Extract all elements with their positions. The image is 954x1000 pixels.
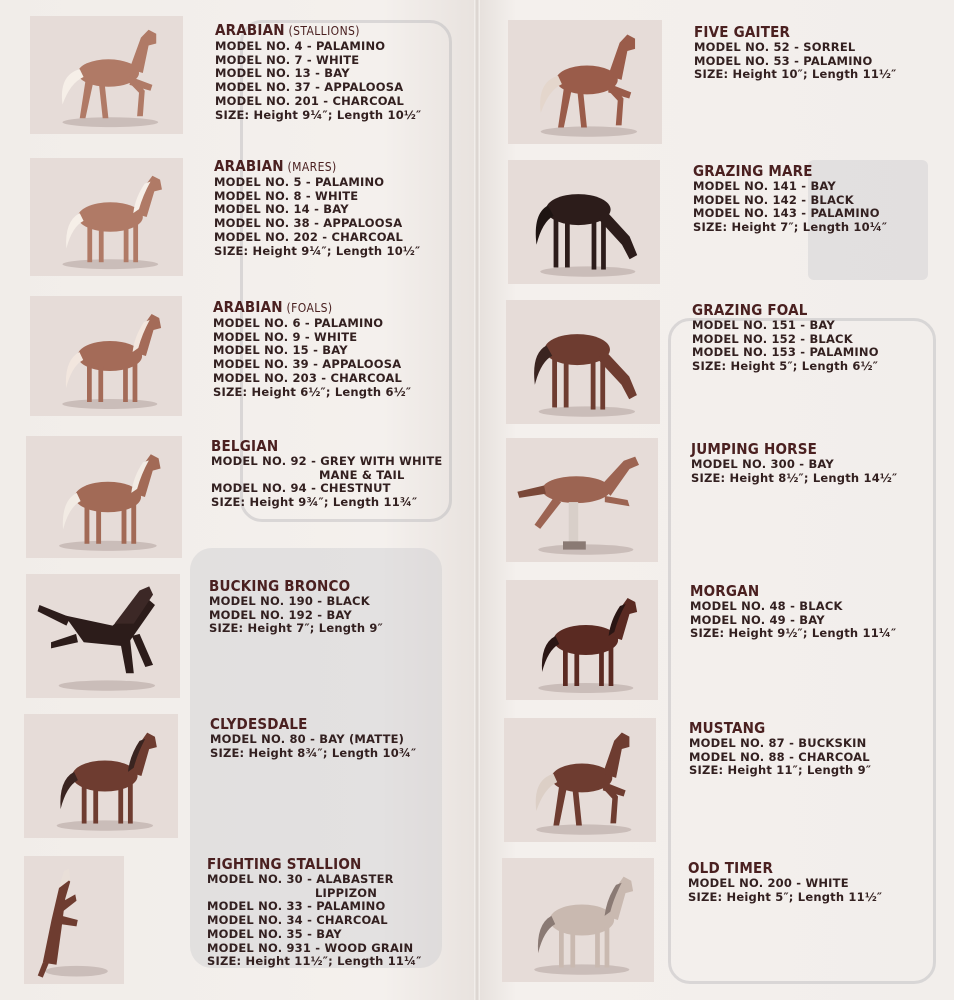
morgan-photo [506,580,658,700]
bucking-bronco-description [209,578,383,636]
bucking-bronco-title [209,578,383,595]
mustang-title [689,720,871,737]
model-line: MODEL NO. 33 - PALAMINO [207,899,386,914]
arabian-foals-title [213,299,411,317]
grazing-foal-photo [506,300,660,424]
arabian-stallions-description [215,22,421,122]
model-line: MODEL NO. 14 - BAY [214,202,349,217]
old-timer-photo [502,858,654,982]
model-name: CLYDESDALE [210,715,308,733]
model-line: MODEL NO. 143 - PALAMINO [693,206,880,221]
model-line: MODEL NO. 141 - BAY [693,179,836,193]
size-line: SIZE: Height 5″; Length 11½″ [688,889,883,904]
bucking-bronco-photo [26,574,180,698]
model-line: MODEL NO. 5 - PALAMINO [214,175,385,189]
model-line: MODEL NO. 9 - WHITE [213,329,358,344]
model-variant: (STALLIONS) [284,24,360,38]
model-name: ARABIAN [214,157,284,175]
model-variant: (MARES) [283,160,337,174]
arabian-foals-description [213,299,411,399]
size-line: SIZE: Height 9¼″; Length 10½″ [215,107,422,122]
fighting-stallion-photo [24,856,124,984]
model-name: FIVE GAITER [694,23,791,41]
model-line: MODEL NO. 34 - CHARCOAL [207,913,388,928]
morgan-title [690,583,896,600]
model-line: MODEL NO. 153 - PALAMINO [692,345,879,360]
model-line: MODEL NO. 190 - BLACK [209,594,370,608]
model-line: MODEL NO. 152 - BLACK [692,331,853,346]
arabian-mares-title [214,158,420,176]
model-name: BUCKING BRONCO [209,577,351,595]
size-line: SIZE: Height 10″; Length 11½″ [694,67,897,82]
size-line: SIZE: Height 8¾″; Length 10¾″ [210,745,417,760]
model-name: JUMPING HORSE [691,440,818,458]
model-line: MODEL NO. 300 - BAY [691,457,834,471]
size-line: SIZE: Height 11″; Length 9″ [689,763,872,778]
model-line: MODEL NO. 142 - BLACK [693,192,854,207]
model-name: BELGIAN [211,437,279,455]
model-line: MODEL NO. 201 - CHARCOAL [215,93,405,108]
old-timer-description [688,860,882,904]
fighting-stallion-description [207,856,422,969]
grazing-foal-description [692,302,879,374]
grazing-mare-title [693,163,887,180]
model-line: MODEL NO. 80 - BAY (MATTE) [210,732,405,746]
color-continuation: LIPPIZON [315,885,378,900]
size-line: SIZE: Height 7″; Length 9″ [209,621,383,636]
size-line: SIZE: Height 9¾″; Length 11¾″ [211,495,418,510]
size-line: SIZE: Height 6½″; Length 6½″ [213,384,412,399]
model-line: MODEL NO. 200 - WHITE [688,876,849,890]
grazing-foal-title [692,302,879,319]
model-name: ARABIAN [215,21,285,39]
color-continuation: MANE & TAIL [319,467,405,482]
model-line: MODEL NO. 192 - BAY [209,607,352,622]
model-variant: (FOALS) [282,301,333,315]
model-line: MODEL NO. 30 - ALABASTER [207,872,394,886]
arabian-mares-photo [30,158,183,276]
model-line: MODEL NO. 49 - BAY [690,612,825,627]
five-gaiter-title [694,24,896,41]
model-line: MODEL NO. 35 - BAY [207,926,342,941]
morgan-description [690,583,896,641]
arabian-stallions-photo [30,16,183,134]
model-line: MODEL NO. 8 - WHITE [214,188,359,203]
size-line: SIZE: Height 11½″; Length 11¼″ [207,954,422,969]
model-name: MUSTANG [689,719,766,737]
jumping-horse-photo [506,438,658,562]
model-name: FIGHTING STALLION [207,855,362,873]
five-gaiter-photo [508,20,662,144]
model-line: MODEL NO. 6 - PALAMINO [213,316,384,330]
model-line: MODEL NO. 48 - BLACK [690,599,843,613]
model-line: MODEL NO. 4 - PALAMINO [215,39,386,53]
model-line: MODEL NO. 37 - APPALOOSA [215,80,404,95]
grazing-mare-photo [508,160,660,284]
mustang-photo [504,718,656,842]
grazing-mare-description [693,163,887,235]
belgian-title [211,438,442,455]
model-line: MODEL NO. 7 - WHITE [215,52,360,67]
size-line: SIZE: Height 9¼″; Length 10½″ [214,243,421,258]
model-line: MODEL NO. 202 - CHARCOAL [214,229,404,244]
size-line: SIZE: Height 9½″; Length 11¼″ [690,626,897,641]
model-line: MODEL NO. 52 - SORREL [694,40,856,54]
clydesdale-description [210,716,416,760]
model-line: MODEL NO. 88 - CHARCOAL [689,749,870,764]
size-line: SIZE: Height 7″; Length 10¼″ [693,220,888,235]
model-name: GRAZING MARE [693,162,813,180]
model-line: MODEL NO. 94 - CHESTNUT [211,481,391,496]
model-line: MODEL NO. 13 - BAY [215,66,350,81]
model-line: MODEL NO. 38 - APPALOOSA [214,216,403,231]
model-name: GRAZING FOAL [692,301,808,319]
arabian-stallions-title [215,22,421,40]
model-line: MODEL NO. 87 - BUCKSKIN [689,736,867,750]
size-line: SIZE: Height 5″; Length 6½″ [692,359,879,374]
model-name: OLD TIMER [688,859,774,877]
model-line: MODEL NO. 15 - BAY [213,343,348,358]
arabian-mares-description [214,158,420,258]
model-line: MODEL NO. 92 - GREY WITH WHITE [211,454,443,468]
jumping-horse-title [691,441,897,458]
model-line: MODEL NO. 151 - BAY [692,318,835,332]
model-line: MODEL NO. 203 - CHARCOAL [213,370,403,385]
belgian-description [211,438,442,510]
belgian-photo [26,436,182,558]
mustang-description [689,720,871,778]
clydesdale-title [210,716,416,733]
model-line: MODEL NO. 53 - PALAMINO [694,53,873,68]
clydesdale-photo [24,714,178,838]
five-gaiter-description [694,24,896,82]
model-line: MODEL NO. 39 - APPALOOSA [213,357,402,372]
fighting-stallion-title [207,856,422,873]
jumping-horse-description [691,441,897,485]
arabian-foals-photo [30,296,182,416]
page-fold [474,0,480,1000]
model-name: ARABIAN [213,298,283,316]
size-line: SIZE: Height 8½″; Length 14½″ [691,470,898,485]
model-name: MORGAN [690,582,760,600]
old-timer-title [688,860,882,877]
model-line: MODEL NO. 931 - WOOD GRAIN [207,940,414,955]
